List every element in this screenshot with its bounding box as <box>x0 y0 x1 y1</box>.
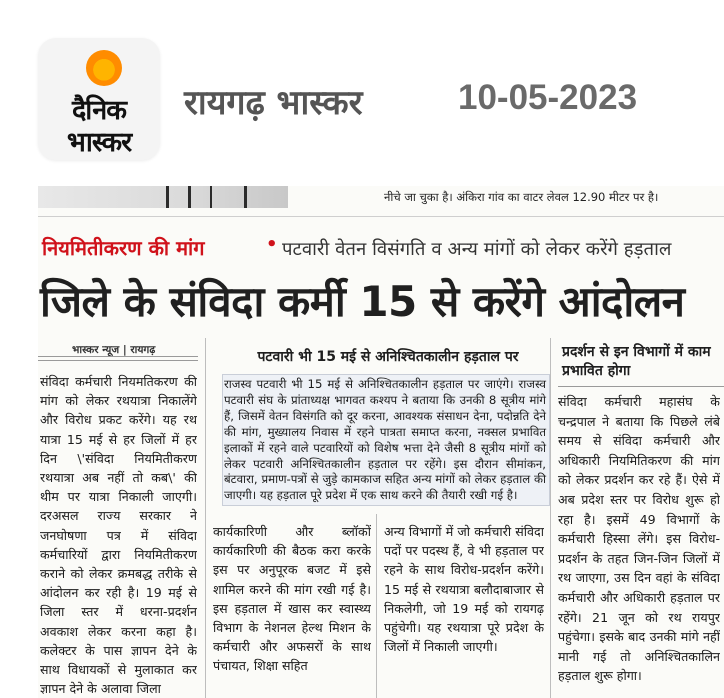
column-2-paragraph: कार्यकारिणी और ब्लॉकों कार्यकारिणी की बैठक करा करके इस पर अनुपूरक बजट में इसे शामिल करने की मांग रखी गई है। इस हड़ताल में खास कर स्वास्थ्य विभाग के नेशनल हेल्थ मिशन के कर्मचारी और अफसरों के साथ पंचायत, शिक्षा सहित <box>213 524 371 674</box>
previous-article-tail: नीचे जा चुका है। अंकिरा गांव का वाटर लेवल 12.90 मीटर पर है। <box>384 190 659 204</box>
divider <box>38 356 198 357</box>
divider <box>38 360 198 361</box>
right-subheading: प्रदर्शन से इन विभागों में काम प्रभावित होगा <box>562 344 711 379</box>
column-4-paragraph: संविदा कर्मचारी महासंघ के चन्द्रपाल ने बताया कि पिछले लंबे समय से संविदा कर्मचारी और अधिकारी नियमितिकरण की मांग को लेकर प्रदर्शन कर रहे हैं। ऐसे में अब प्रदेश स्तर पर विरोध शुरू हो रहा है। इसमें 49 विभागों के कर्मचारी हिस्सा लेंगे। इस विरोध-प्रदर्शन के तहत जिन-जिन जिलों में रथ जाएगा, उस दिन वहां के संविदा कर्मचारी और अधिकारी हड़ताल पर रहेंगे। 21 जून को रथ रायपुर पहुंचेगा। इसके बाद उनकी मांगे नहीं मानी गई तो अनिश्चितकालिन हड़ताल शुरू होगा। <box>558 394 720 684</box>
sun-icon <box>86 50 122 86</box>
logo-text-line1: दैनिक <box>71 95 127 126</box>
article-headline: जिले के संविदा कर्मी 15 से करेंगे आंदोलन <box>40 277 685 326</box>
byline: भास्कर न्यूज | रायगढ़ <box>72 344 156 356</box>
column-3-paragraph: अन्य विभागों में जो कर्मचारी संविदा पदों पर पदस्थ हैं, वे भी हड़ताल पर रहने के साथ विरोध-प्रदर्शन करेंगे। 15 मई से रथयात्रा बलौदाबाजार से निकलेगी, जो 19 मई को रायगढ़ पहुंचेगी। यह रथयात्रा पूरे प्रदेश के जिलों में निकाली जाएगी। <box>384 524 544 655</box>
kicker-label: नियमितीकरण की मांग <box>42 236 205 260</box>
column-divider <box>205 338 206 698</box>
edition-city: रायगढ़ भास्कर <box>184 83 363 123</box>
divider <box>558 386 724 387</box>
column-1-text <box>40 372 197 698</box>
logo-text-line2: भास्कर <box>66 127 132 158</box>
column-3-text <box>384 522 544 698</box>
column-divider <box>376 514 377 698</box>
column-4-text <box>558 392 720 698</box>
kicker-separator: • <box>266 234 278 255</box>
edition-date: 10-05-2023 <box>458 78 638 117</box>
page-header <box>0 0 724 185</box>
column-divider <box>550 338 551 698</box>
dainik-bhaskar-logo <box>38 38 160 160</box>
newspaper-clipping <box>38 186 724 698</box>
previous-article-image-strip <box>38 186 288 208</box>
column-2-text <box>213 522 371 698</box>
box-subheading: पटवारी भी 15 मई से अनिश्चितकालीन हड़ताल पर <box>257 349 519 365</box>
divider <box>38 216 724 217</box>
column-1-paragraph: संविदा कर्मचारी नियमतिकरण की मांग को लेकर रथयात्रा निकालेंगे और विरोध प्रकट करेंगे। यह रथ यात्रा 15 मई से हर जिलों में हर दिन \'संविदा नियमितीकरण रथयात्रा अब नहीं तो कब\' की थीम पर यात्रा निकाली जाएगी। दरअसल राज्य सरकार ने जनघोषणा पत्र में संविदा कर्मचारियों द्वारा नियमितीकरण कराने को लेकर क्रमबद्ध तरीके से आंदोलन कर रही है। 19 मई से जिला स्तर में धरना-प्रदर्शन अवकाश लेकर करना कहा है। कलेक्टर के पास ज्ञापन देने के साथ विधायकों से मुलाकात कर ज्ञापन देने के अलावा जिला <box>40 374 197 697</box>
info-box-text: राजस्व पटवारी भी 15 मई से अनिश्चितकालीन हड़ताल पर जाएंगे। राजस्व पटवारी संघ के प्रांताध्यक्ष भागवत कश्यप ने बताया कि उनकी 8 सूत्रीय मांगे हैं, जिसमें वेतन विसंगति को दूर करना, आवश्यक संसाधन देना, पदोन्नति देने की मांग, मुख्यालय निवास में रहने पात्रता समाप्त करना, नक्सल प्रभावित इलाकों में रहने वाले पटवारियों को विशेष भत्ता देने जैसी 8 सूत्रीय मांगों को लेकर पटवारी अनिश्चितकालीन हड़ताल पर रहेंगे। इस दौरान सीमांकन, बंटवारा, प्रमाण-पत्रों से जुड़े कामकाज सहित अन्य मांगों को लेकर हड़ताल की जाएगी। यह हड़ताल पूरे प्रदेश में एक साथ करने की तैयारी रखी गई है। <box>224 377 546 503</box>
kicker-subtitle: पटवारी वेतन विसंगति व अन्य मांगों को लेकर करेंगे हड़ताल <box>282 239 672 260</box>
